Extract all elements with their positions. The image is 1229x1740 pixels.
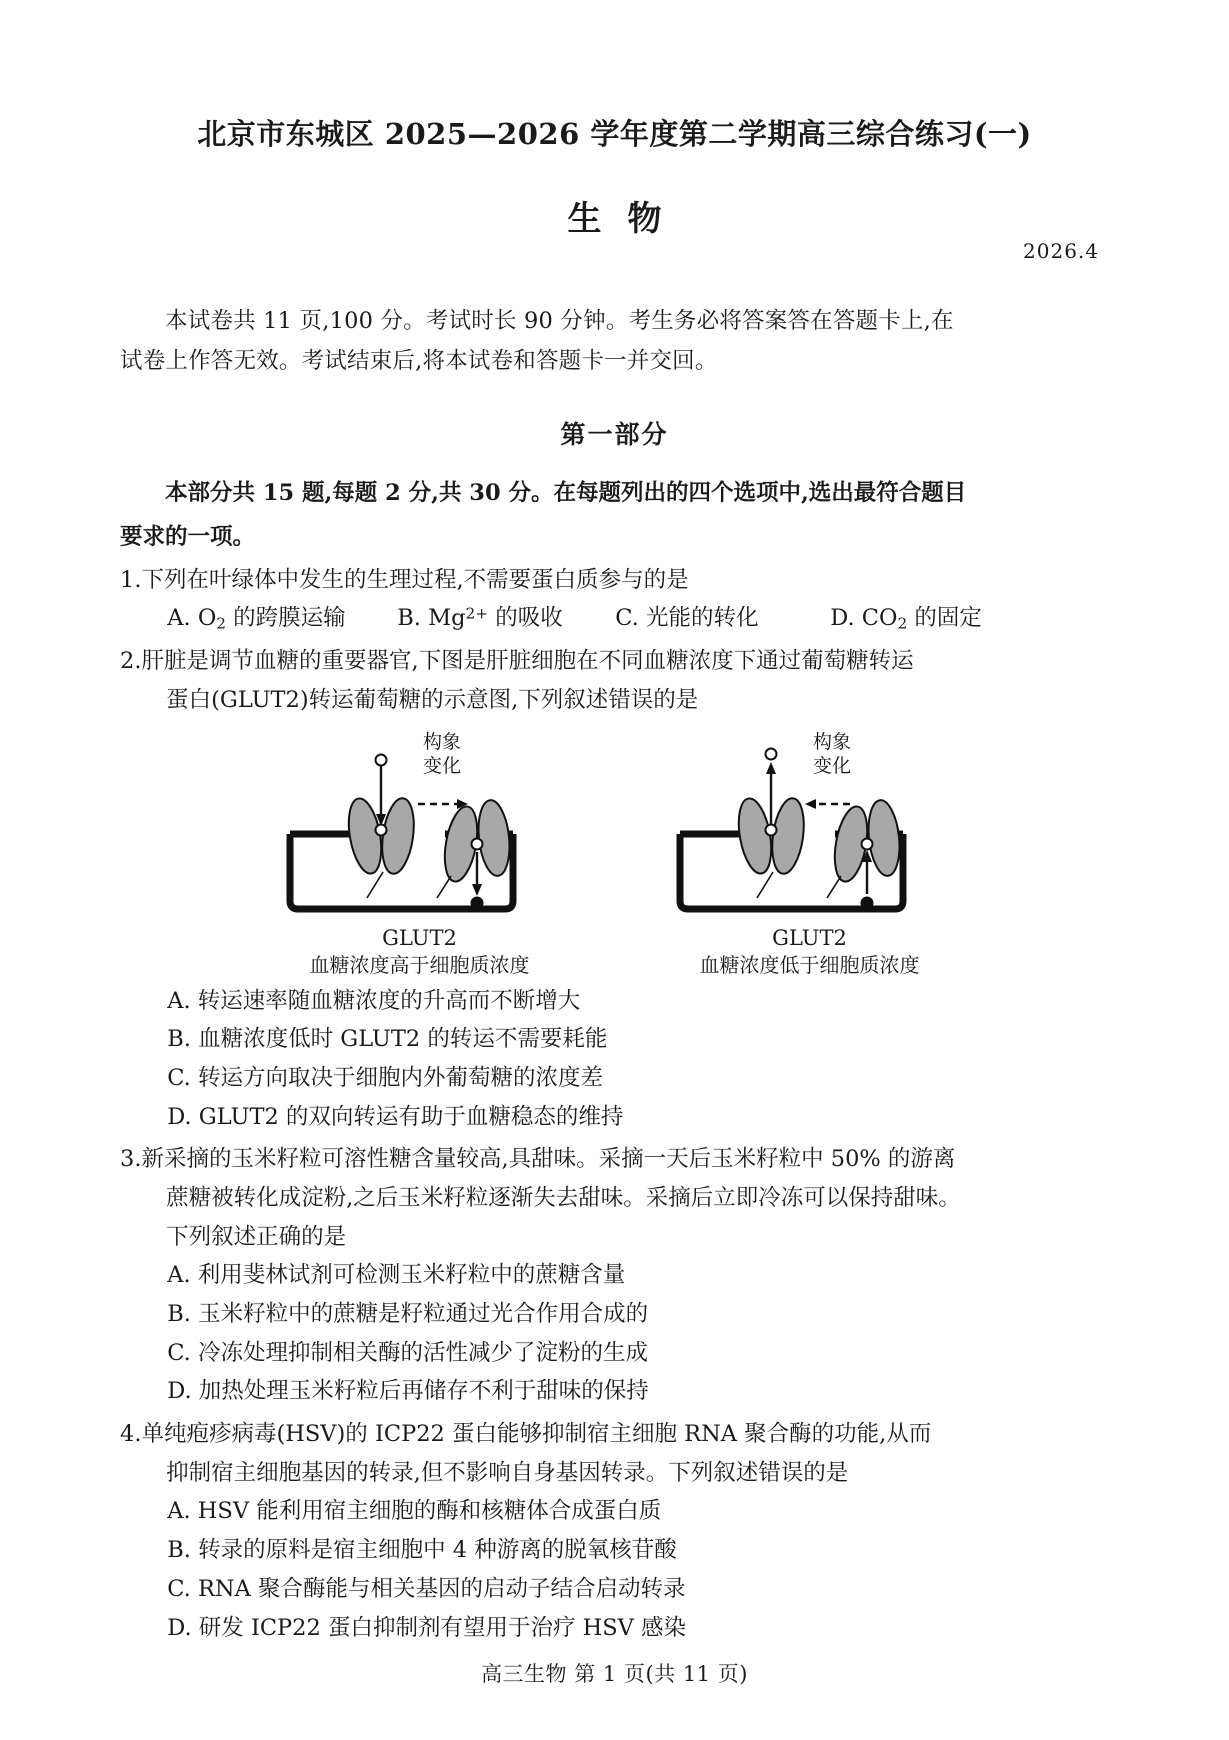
question-2-stem-line-2: 蛋白(GLUT2)转运葡萄糖的示意图,下列叙述错误的是 — [166, 686, 699, 713]
glucose-molecule-outside-right — [765, 748, 776, 759]
figure-caption-right: 血糖浓度低于细胞质浓度 — [699, 952, 920, 977]
question-3-option-c[interactable]: C. 冷冻处理抑制相关酶的活性减少了淀粉的生成 — [167, 1339, 648, 1366]
notice-line-2: 试卷上作答无效。考试结束后,将本试卷和答题卡一并交回。 — [120, 347, 718, 374]
subject-row — [120, 199, 1109, 271]
glucose-molecule-outside-left — [375, 754, 386, 765]
question-2-option-d[interactable]: D. GLUT2 的双向转运有助于血糖稳态的维持 — [167, 1103, 624, 1130]
question-3-option-b[interactable]: B. 玉米籽粒中的蔗糖是籽粒通过光合作用合成的 — [167, 1301, 649, 1328]
leader-line-left-1 — [367, 872, 383, 898]
figure-caption-left: 血糖浓度高于细胞质浓度 — [309, 952, 530, 977]
question-4-option-a[interactable]: A. HSV 能利用宿主细胞的酶和核糖体合成蛋白质 — [167, 1498, 662, 1525]
question-3-stem-line-2: 蔗糖被转化成淀粉,之后玉米籽粒逐渐失去甜味。采摘后立即冷冻可以保持甜味。 — [166, 1184, 961, 1211]
question-3-stem — [120, 1140, 1109, 1179]
question-4-stem-line-1: 单纯疱疹病毒(HSV)的 ICP22 蛋白能够抑制宿主细胞 RNA 聚合酶的功能,从而 — [141, 1421, 932, 1448]
part-one-intro-line-2: 要求的一项。 — [120, 523, 256, 550]
question-1-option-a[interactable]: A. $O_2$ 的跨膜运输 — [167, 605, 346, 633]
question-2-option-a[interactable]: A. 转运速率随血糖浓度的升高而不断增大 — [167, 987, 581, 1014]
question-1-stem-text: 下列在叶绿体中发生的生理过程,不需要蛋白质参与的是 — [141, 566, 689, 593]
conformation-label-left-line1: 构象 — [422, 730, 461, 753]
conformation-label-right-line2: 变化 — [812, 754, 851, 777]
question-2-option-c[interactable]: C. 转运方向取决于细胞内外葡萄糖的浓度差 — [167, 1064, 603, 1091]
glut2-panel-right — [645, 726, 975, 978]
glucose-molecule-bound-left — [375, 824, 386, 835]
glucose-molecule-inside-left — [471, 897, 482, 908]
part-one-intro-line-1: 本部分共 15 题,每题 2 分,共 30 分。在每题列出的四个选项中,选出最符合题目 — [165, 479, 967, 506]
question-1-stem — [120, 561, 1109, 600]
question-1-number: 1. — [120, 566, 142, 593]
page-title: 北京市东城区 2025—2026 学年度第二学期高三综合练习(一) — [197, 117, 1032, 151]
question-4-option-d[interactable]: D. 研发 ICP22 蛋白抑制剂有望用于治疗 HSV 感染 — [167, 1614, 687, 1641]
glucose-molecule-bound-right — [765, 824, 776, 835]
glucose-molecule-bound-left-2 — [471, 838, 482, 849]
glucose-arrowhead-out-right — [766, 762, 776, 774]
question-3-stem-line-1: 新采摘的玉米籽粒可溶性糖含量较高,具甜味。采摘一天后玉米籽粒中 50% 的游离 — [141, 1146, 956, 1173]
glut2-diagram-left — [255, 726, 585, 926]
conformation-label-left-line2: 变化 — [422, 754, 461, 777]
glucose-molecule-inside-right — [861, 897, 872, 908]
question-2-stem — [120, 642, 1109, 681]
conformation-arrowhead-right — [805, 799, 816, 809]
leader-line-right-1 — [757, 872, 773, 898]
exam-notice — [120, 301, 1109, 381]
transporter-subunit-left-4 — [475, 798, 513, 877]
question-1-option-b[interactable]: B. $Mg^{2+}$ 的吸收 — [397, 605, 563, 632]
question-1-options — [120, 599, 1109, 638]
glut2-label-left: GLUT2 — [382, 925, 457, 950]
leader-line-right-2 — [827, 876, 841, 898]
question-3-number: 3. — [120, 1146, 142, 1173]
question-1 — [120, 561, 1109, 638]
question-4 — [120, 1415, 1109, 1647]
question-2 — [120, 642, 1109, 1136]
transporter-subunit-right-2 — [767, 796, 807, 875]
question-3 — [120, 1140, 1109, 1411]
glut2-diagram-right — [645, 726, 975, 926]
conformation-label-right-line1: 构象 — [812, 730, 851, 753]
subject-title: 生物 — [567, 198, 688, 239]
question-4-stem-line-2: 抑制宿主细胞基因的转录,但不影响自身基因转录。下列叙述错误的是 — [166, 1459, 849, 1486]
glucose-molecule-bound-right-2 — [861, 838, 872, 849]
question-4-option-c[interactable]: C. RNA 聚合酶能与相关基因的启动子结合启动转录 — [167, 1575, 686, 1602]
glut2-panel-left — [255, 726, 585, 978]
question-3-option-a[interactable]: A. 利用斐林试剂可检测玉米籽粒中的蔗糖含量 — [167, 1262, 626, 1289]
question-1-option-c[interactable]: C. 光能的转化 — [615, 605, 759, 632]
question-4-option-b[interactable]: B. 转录的原料是宿主细胞中 4 种游离的脱氧核苷酸 — [167, 1537, 677, 1564]
glut2-figure — [120, 726, 1109, 978]
part-one-heading: 第一部分 — [560, 419, 669, 449]
glucose-arrowhead-out-left — [472, 884, 482, 896]
transporter-subunit-left-2 — [377, 796, 417, 875]
transporter-subunit-right-4 — [865, 798, 903, 877]
question-1-option-d[interactable]: D. $CO_2$ 的固定 — [830, 605, 982, 633]
glut2-label-right: GLUT2 — [772, 925, 847, 950]
notice-line-1: 本试卷共 11 页,100 分。考试时长 90 分钟。考生务必将答案答在答题卡上,在 — [165, 307, 954, 334]
question-2-option-b[interactable]: B. 血糖浓度低时 GLUT2 的转运不需要耗能 — [167, 1026, 608, 1053]
question-3-option-d[interactable]: D. 加热处理玉米籽粒后再储存不利于甜味的保持 — [167, 1378, 649, 1405]
question-4-number: 4. — [120, 1421, 142, 1448]
question-2-stem-line-1: 肝脏是调节血糖的重要器官,下图是肝脏细胞在不同血糖浓度下通过葡萄糖转运 — [141, 648, 914, 675]
page-footer: 高三生物 第 1 页(共 11 页) — [481, 1662, 748, 1686]
question-2-number: 2. — [120, 648, 142, 675]
leader-line-left-2 — [437, 876, 451, 898]
question-4-stem — [120, 1415, 1109, 1454]
question-3-stem-line-3: 下列叙述正确的是 — [166, 1223, 347, 1250]
exam-date: 2026.4 — [1023, 238, 1099, 263]
